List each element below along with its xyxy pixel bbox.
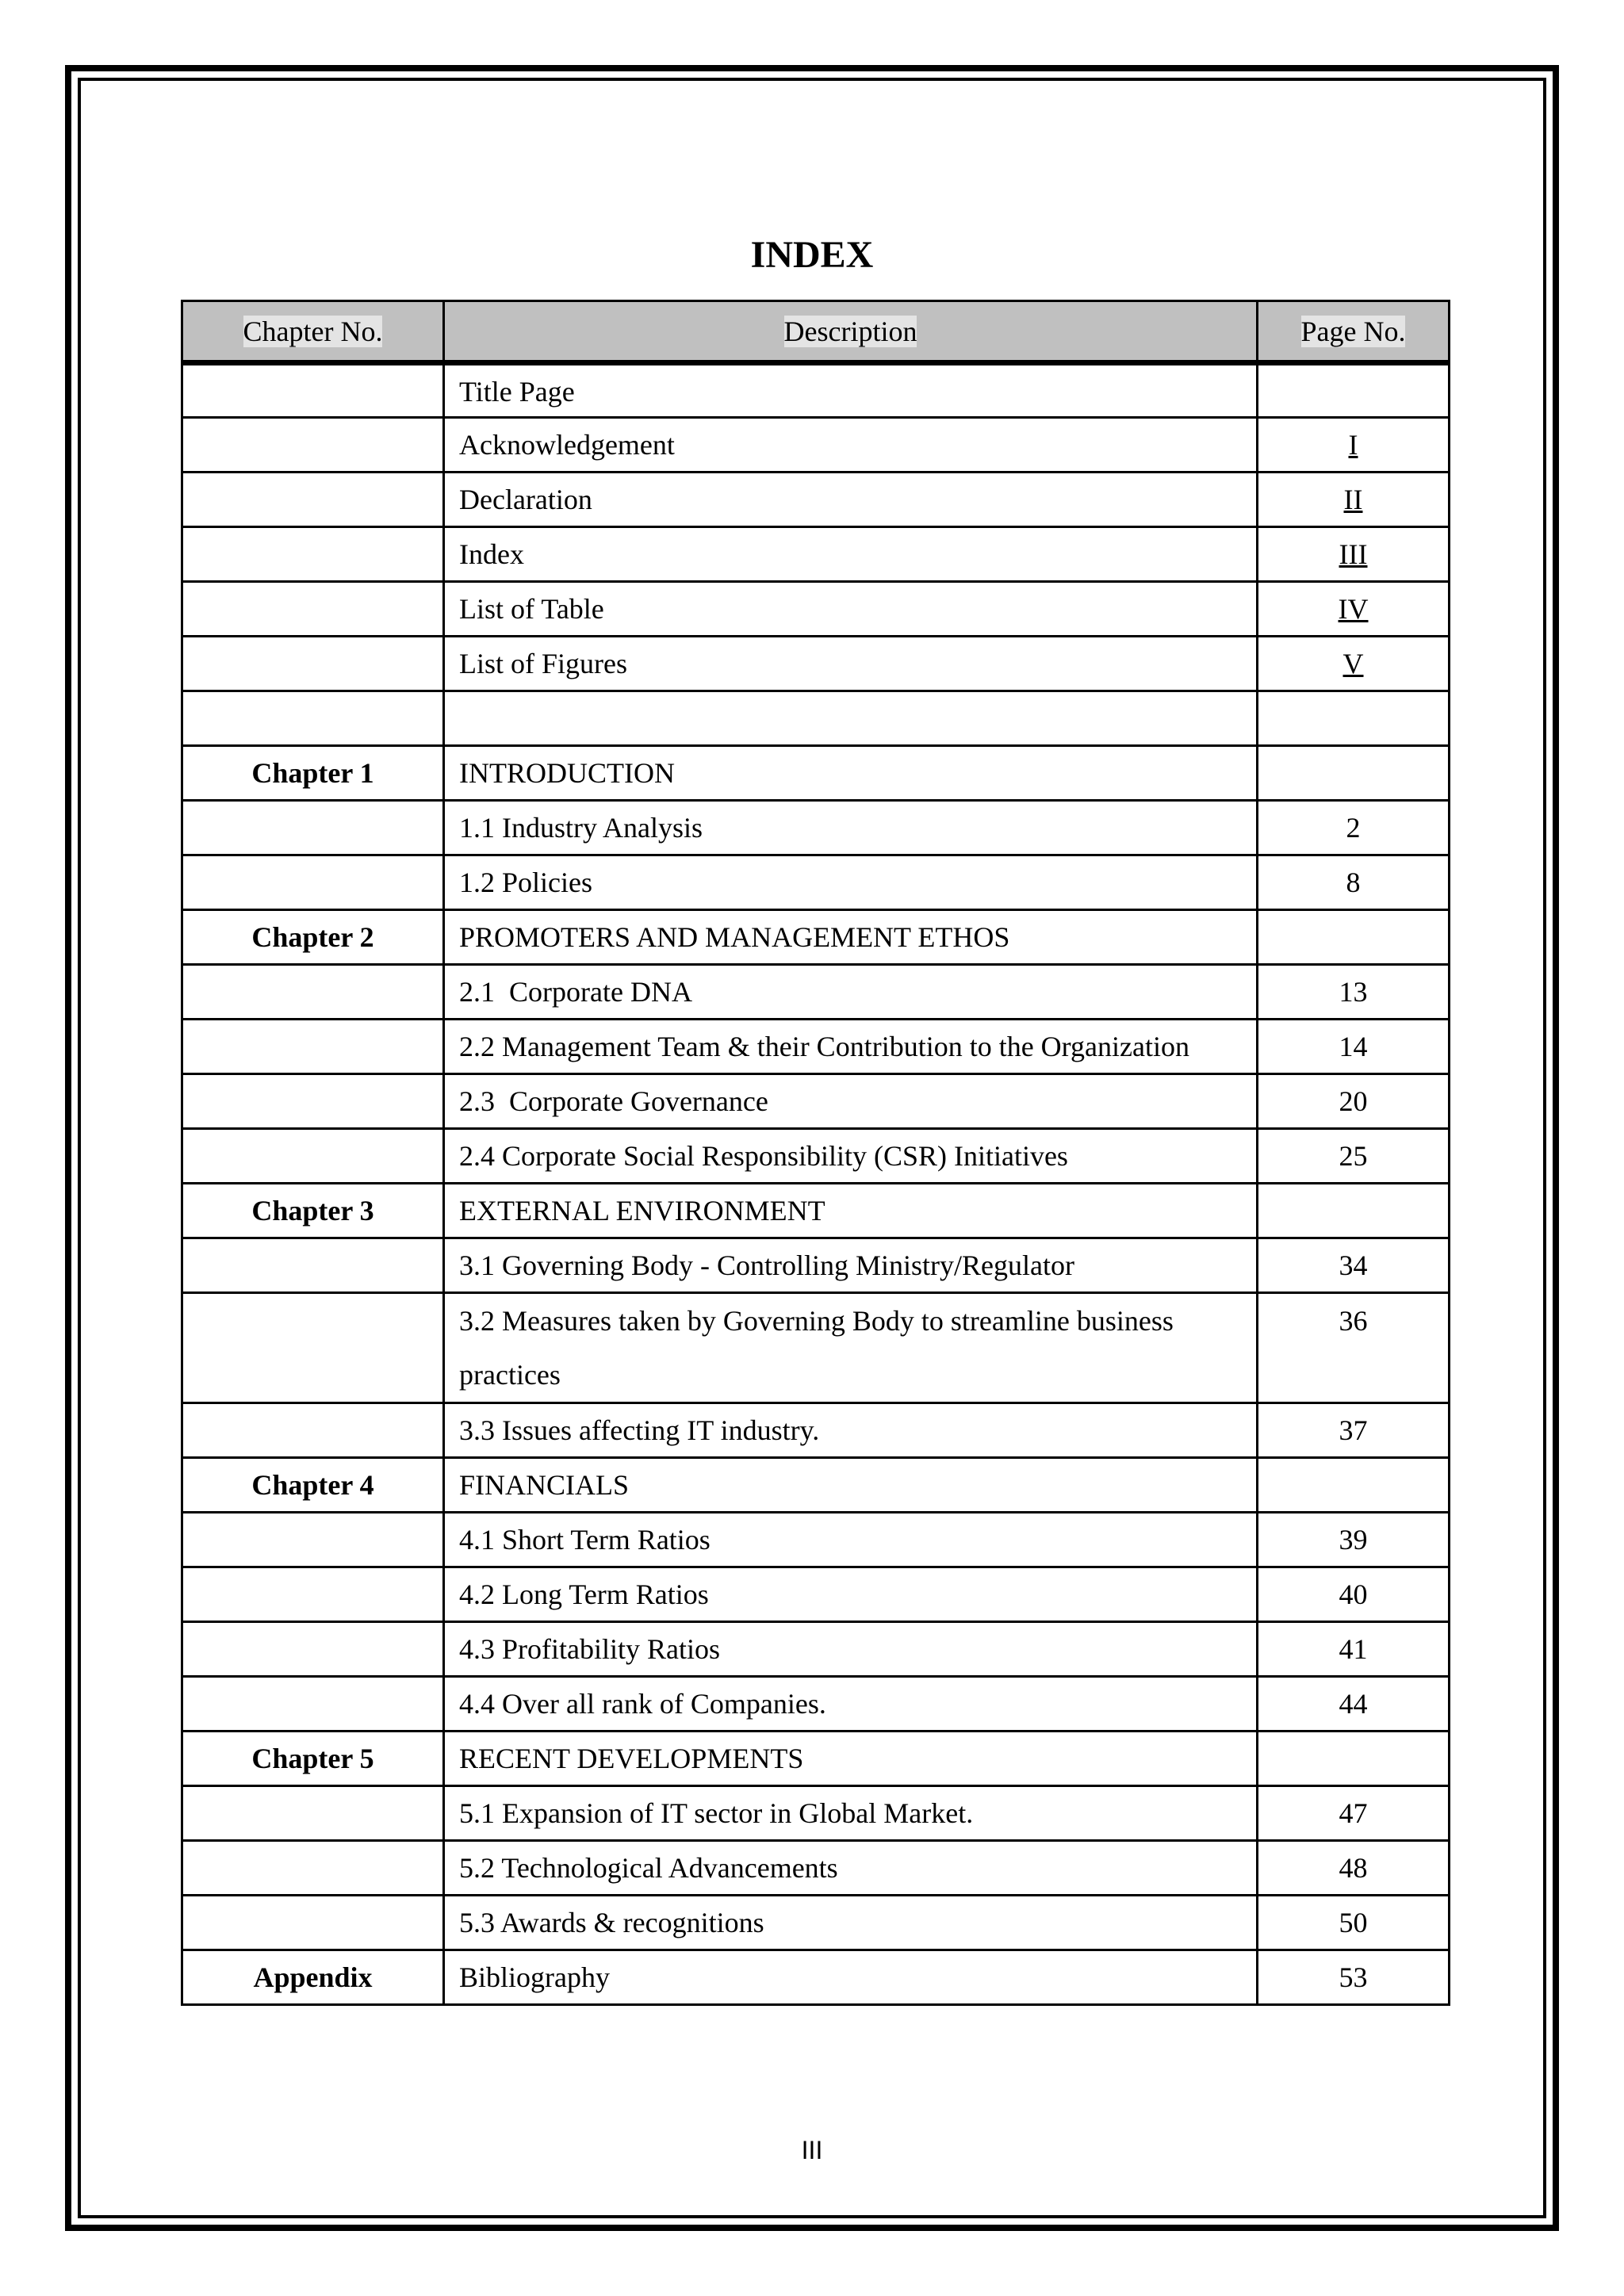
page-number: III [801,2136,823,2164]
table-row [182,1567,1450,1622]
chapter-cell [182,1238,444,1293]
page-cell [1258,363,1450,418]
page-cell [1258,910,1450,965]
table-row [182,1622,1450,1677]
page-cell: 44 [1258,1677,1450,1732]
chapter-cell [182,1841,444,1896]
table-row [182,1074,1450,1129]
page-cell [1258,1184,1450,1238]
chapter-row [182,1458,1450,1513]
description-cell: INTRODUCTION [444,746,1258,801]
table-row [182,1020,1450,1074]
table-row [182,1896,1450,1950]
page-link[interactable]: I [1258,418,1450,473]
description-cell: 3.2 Measures taken by Governing Body to streamline business practices [444,1293,1258,1403]
chapter-cell: Chapter 4 [182,1458,444,1513]
description-cell: 4.4 Over all rank of Companies. [444,1677,1258,1732]
page-cell: 13 [1258,965,1450,1020]
page-cell: 47 [1258,1786,1450,1841]
page-link[interactable]: IV [1258,582,1450,637]
description-cell: 4.1 Short Term Ratios [444,1513,1258,1567]
description-cell: Acknowledgement [444,418,1258,473]
table-row [182,418,1450,473]
appendix-row [182,1950,1450,2005]
header-page-no: Page No. [1258,301,1450,363]
chapter-cell [182,1786,444,1841]
table-row [182,1677,1450,1732]
chapter-cell [182,691,444,746]
chapter-cell: Chapter 5 [182,1732,444,1786]
chapter-cell [182,1896,444,1950]
description-cell: Bibliography [444,1950,1258,2005]
table-row [182,1786,1450,1841]
chapter-cell [182,1567,444,1622]
index-table [181,300,1450,2006]
description-cell: EXTERNAL ENVIRONMENT [444,1184,1258,1238]
table-row-empty [182,691,1450,746]
chapter-row [182,1732,1450,1786]
table-row [182,1841,1450,1896]
page-cell: 48 [1258,1841,1450,1896]
chapter-cell: Chapter 3 [182,1184,444,1238]
page-cell [1258,746,1450,801]
description-cell: 1.2 Policies [444,855,1258,910]
page-cell: 37 [1258,1403,1450,1458]
chapter-cell [182,1677,444,1732]
chapter-cell [182,801,444,855]
chapter-cell [182,1020,444,1074]
chapter-cell [182,1293,444,1403]
table-row [182,582,1450,637]
description-cell: 5.3 Awards & recognitions [444,1896,1258,1950]
description-cell: Title Page [444,363,1258,418]
chapter-cell [182,418,444,473]
chapter-cell: Appendix [182,1950,444,2005]
page-cell: 53 [1258,1950,1450,2005]
page-cell: 14 [1258,1020,1450,1074]
description-cell: 1.1 Industry Analysis [444,801,1258,855]
header-row [182,301,1450,363]
page-cell: 41 [1258,1622,1450,1677]
table-row [182,363,1450,418]
description-cell: List of Figures [444,637,1258,691]
header-chapter-no: Chapter No. [182,301,444,363]
description-cell: 3.1 Governing Body - Controlling Ministry/Regulator [444,1238,1258,1293]
chapter-cell [182,1513,444,1567]
chapter-cell [182,855,444,910]
chapter-row [182,746,1450,801]
description-cell: List of Table [444,582,1258,637]
chapter-cell [182,637,444,691]
page-cell: 36 [1258,1293,1450,1403]
page-cell [1258,691,1450,746]
description-cell: 2.2 Management Team & their Contribution to the Organization [444,1020,1258,1074]
description-cell: Declaration [444,473,1258,527]
table-row [182,1513,1450,1567]
chapter-cell: Chapter 2 [182,910,444,965]
description-cell: 5.1 Expansion of IT sector in Global Market. [444,1786,1258,1841]
table-row [182,855,1450,910]
page-link[interactable]: V [1258,637,1450,691]
description-cell: 4.3 Profitability Ratios [444,1622,1258,1677]
description-cell: PROMOTERS AND MANAGEMENT ETHOS [444,910,1258,965]
chapter-cell [182,1074,444,1129]
description-cell: 2.1 Corporate DNA [444,965,1258,1020]
chapter-row [182,910,1450,965]
chapter-cell: Chapter 1 [182,746,444,801]
page-cell: 40 [1258,1567,1450,1622]
page-cell: 20 [1258,1074,1450,1129]
page-cell: 8 [1258,855,1450,910]
chapter-cell [182,1403,444,1458]
description-cell: 4.2 Long Term Ratios [444,1567,1258,1622]
table-row [182,1293,1450,1403]
chapter-cell [182,527,444,582]
description-cell: 5.2 Technological Advancements [444,1841,1258,1896]
page-link[interactable]: III [1258,527,1450,582]
chapter-cell [182,363,444,418]
page-title: INDEX [750,234,874,276]
page-link[interactable]: II [1258,473,1450,527]
chapter-cell [182,473,444,527]
table-row [182,637,1450,691]
chapter-cell [182,965,444,1020]
description-cell [444,691,1258,746]
chapter-cell [182,1129,444,1184]
chapter-row [182,1184,1450,1238]
table-row [182,527,1450,582]
description-cell: RECENT DEVELOPMENTS [444,1732,1258,1786]
page-cell: 34 [1258,1238,1450,1293]
page-cell: 2 [1258,801,1450,855]
table-row [182,1403,1450,1458]
table-row [182,1129,1450,1184]
description-cell: 3.3 Issues affecting IT industry. [444,1403,1258,1458]
header-description: Description [444,301,1258,363]
page-cell: 39 [1258,1513,1450,1567]
description-cell: Index [444,527,1258,582]
description-cell: FINANCIALS [444,1458,1258,1513]
table-row [182,1238,1450,1293]
table-row [182,473,1450,527]
page-cell: 25 [1258,1129,1450,1184]
page-cell [1258,1458,1450,1513]
page-cell: 50 [1258,1896,1450,1950]
description-cell: 2.3 Corporate Governance [444,1074,1258,1129]
page-cell [1258,1732,1450,1786]
table-row [182,801,1450,855]
description-cell: 2.4 Corporate Social Responsibility (CSR) Initiatives [444,1129,1258,1184]
chapter-cell [182,582,444,637]
table-row [182,965,1450,1020]
chapter-cell [182,1622,444,1677]
